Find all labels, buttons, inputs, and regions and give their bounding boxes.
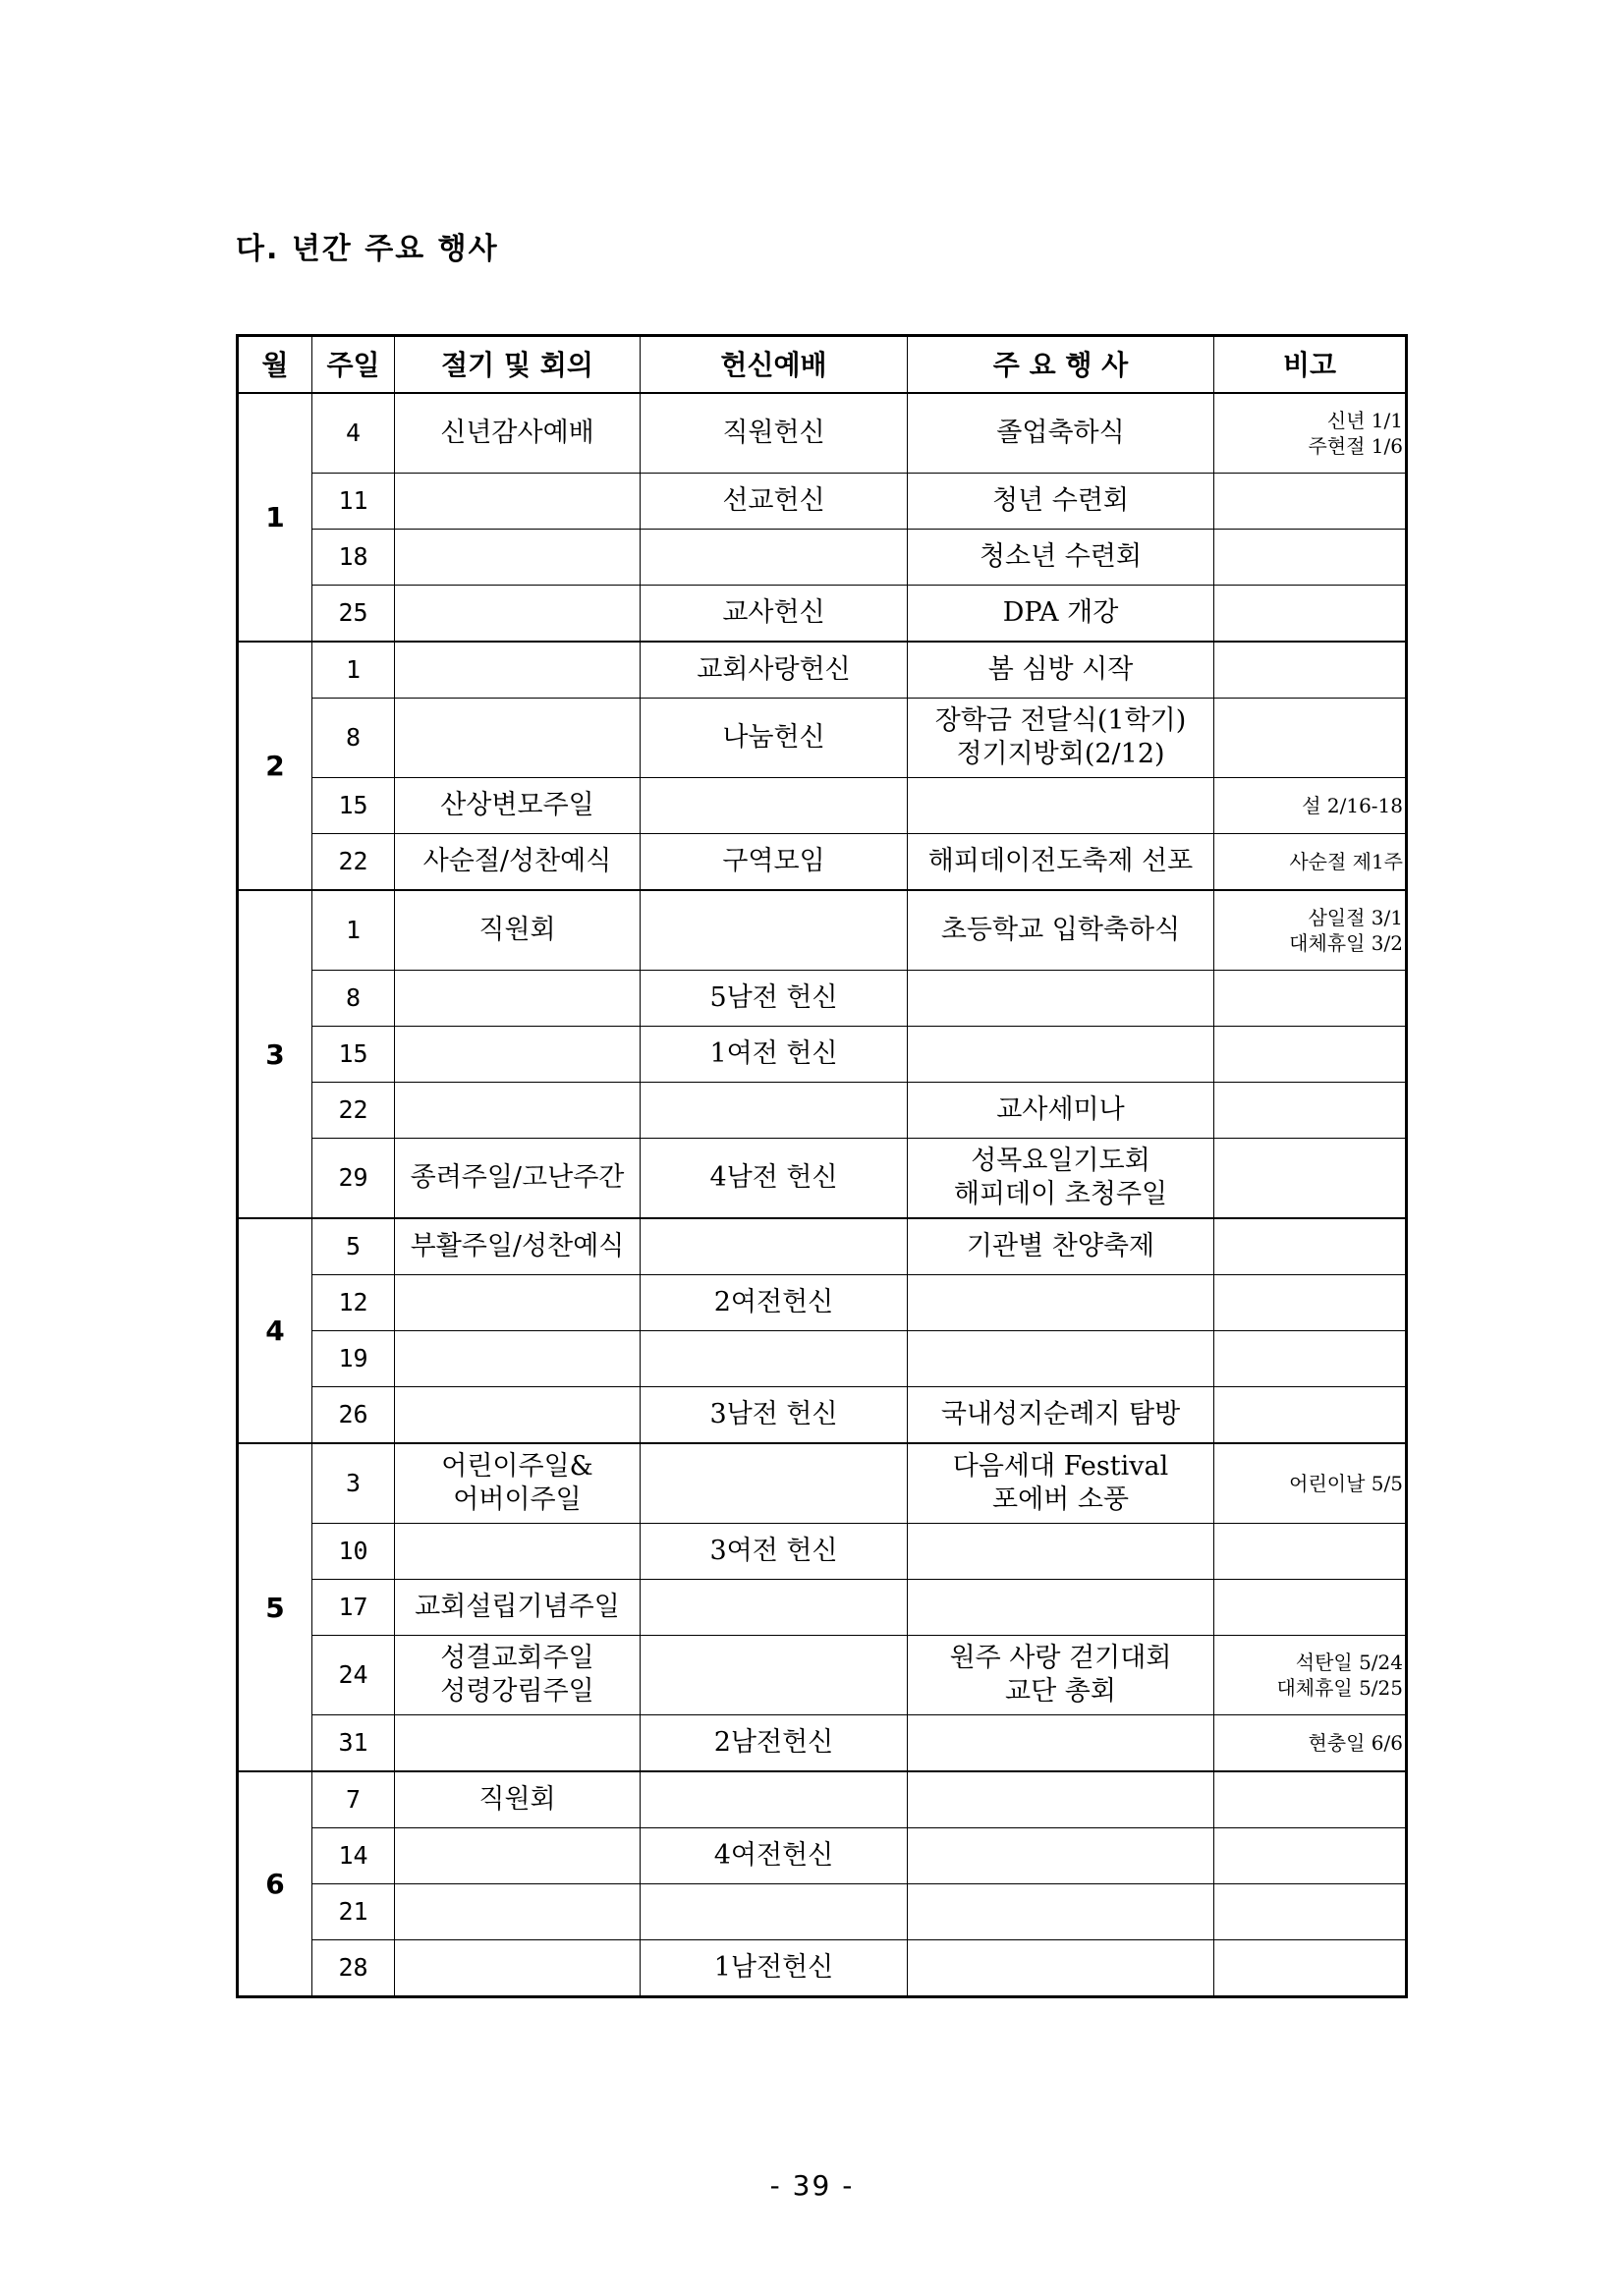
note-cell <box>1214 586 1407 643</box>
event-cell <box>908 474 1214 530</box>
season-cell <box>395 1828 641 1884</box>
event-cell <box>908 1884 1214 1940</box>
event-cell <box>908 393 1214 474</box>
worship-cell: 교사헌신 <box>641 586 908 643</box>
week-cell: 14 <box>312 1828 395 1884</box>
event-cell <box>908 1443 1214 1524</box>
event-cell-line: 국내성지순례지 탐방 <box>940 1399 1181 1430</box>
week-cell: 22 <box>312 1083 395 1139</box>
worship-cell <box>641 1331 908 1387</box>
col-header-season: 절기 및 회의 <box>395 336 641 394</box>
event-cell <box>908 1940 1214 1997</box>
week-cell: 7 <box>312 1771 395 1828</box>
week-cell: 4 <box>312 393 395 474</box>
week-cell: 24 <box>312 1636 395 1715</box>
note-cell <box>1214 1083 1407 1139</box>
event-cell <box>908 1387 1214 1444</box>
season-cell <box>395 1940 641 1997</box>
season-cell <box>395 1580 641 1636</box>
season-cell <box>395 1387 641 1444</box>
note-cell <box>1214 1884 1407 1940</box>
table-row <box>238 1771 1407 1828</box>
worship-cell: 직원헌신 <box>641 393 908 474</box>
event-cell-line: 원주 사랑 걷기대회 <box>949 1643 1172 1674</box>
note-cell <box>1214 1139 1407 1219</box>
col-header-events: 주 요 행 사 <box>908 336 1214 394</box>
week-cell: 21 <box>312 1884 395 1940</box>
note-cell <box>1214 474 1407 530</box>
table-row <box>238 393 1407 474</box>
table-row <box>238 1884 1407 1940</box>
week-cell: 25 <box>312 586 395 643</box>
week-cell: 12 <box>312 1275 395 1331</box>
event-cell-line: 졸업축하식 <box>996 418 1125 449</box>
season-cell <box>395 1636 641 1715</box>
note-cell <box>1214 890 1407 971</box>
table-row <box>238 1636 1407 1715</box>
season-cell <box>395 1443 641 1524</box>
season-cell <box>395 1715 641 1772</box>
week-cell: 1 <box>312 642 395 699</box>
note-cell-line: 대체휴일 3/2 <box>1289 931 1403 955</box>
worship-cell <box>641 1771 908 1828</box>
event-cell-line: 다음세대 Festival <box>952 1451 1169 1483</box>
week-cell: 8 <box>312 971 395 1027</box>
event-cell <box>908 1275 1214 1331</box>
note-cell-line: 사순절 제1주 <box>1289 850 1403 873</box>
note-cell <box>1214 778 1407 834</box>
season-cell-line: 성결교회주일 <box>440 1643 594 1674</box>
season-cell <box>395 971 641 1027</box>
event-cell <box>908 1083 1214 1139</box>
season-cell <box>395 474 641 530</box>
event-cell <box>908 1771 1214 1828</box>
worship-cell: 5남전 헌신 <box>641 971 908 1027</box>
month-cell: 2 <box>238 642 312 890</box>
event-cell <box>908 642 1214 699</box>
season-cell-line: 어린이주일& <box>441 1451 593 1483</box>
table-row <box>238 890 1407 971</box>
table-row <box>238 699 1407 778</box>
table-row <box>238 1443 1407 1524</box>
event-cell <box>908 1027 1214 1083</box>
note-cell-line: 현충일 6/6 <box>1308 1731 1403 1755</box>
note-cell <box>1214 971 1407 1027</box>
note-cell <box>1214 1580 1407 1636</box>
table-row <box>238 642 1407 699</box>
event-cell <box>908 1580 1214 1636</box>
event-cell <box>908 1715 1214 1772</box>
season-cell-line: 종려주일/고난주간 <box>410 1162 625 1194</box>
event-cell-line: 성목요일기도회 <box>971 1146 1150 1177</box>
header-row <box>238 336 1407 394</box>
table-row <box>238 1387 1407 1444</box>
event-cell-line: 해피데이 초청주일 <box>953 1179 1168 1209</box>
note-cell <box>1214 699 1407 778</box>
worship-cell: 1여전 헌신 <box>641 1027 908 1083</box>
table-row <box>238 586 1407 643</box>
page-number: - 39 - <box>769 2169 855 2202</box>
note-cell <box>1214 1275 1407 1331</box>
note-cell <box>1214 642 1407 699</box>
season-cell-line: 직원회 <box>478 915 556 946</box>
season-cell <box>395 1275 641 1331</box>
season-cell <box>395 1083 641 1139</box>
event-cell-line: 교사세미나 <box>996 1094 1125 1126</box>
month-cell: 1 <box>238 393 312 642</box>
note-cell <box>1214 1771 1407 1828</box>
event-cell-line: 해피데이전도축제 선포 <box>927 846 1194 877</box>
season-cell <box>395 1331 641 1387</box>
worship-cell: 구역모임 <box>641 834 908 891</box>
event-cell-line: 포에버 소풍 <box>992 1484 1129 1515</box>
note-cell <box>1214 1940 1407 1997</box>
worship-cell <box>641 1443 908 1524</box>
season-cell <box>395 586 641 643</box>
table-row <box>238 1083 1407 1139</box>
season-cell <box>395 890 641 971</box>
season-cell <box>395 642 641 699</box>
event-cell-line: 봄 심방 시작 <box>987 654 1134 686</box>
worship-cell: 4여전헌신 <box>641 1828 908 1884</box>
event-cell-line: 청년 수련회 <box>992 485 1129 517</box>
note-cell-line: 석탄일 5/24 <box>1295 1651 1403 1674</box>
event-cell <box>908 1218 1214 1275</box>
worship-cell <box>641 890 908 971</box>
event-cell <box>908 971 1214 1027</box>
table-row <box>238 778 1407 834</box>
table-row <box>238 1331 1407 1387</box>
annual-events-table <box>236 334 1408 1998</box>
worship-cell: 3남전 헌신 <box>641 1387 908 1444</box>
worship-cell <box>641 1884 908 1940</box>
season-cell-line: 부활주일/성찬예식 <box>410 1231 625 1262</box>
table-row <box>238 1524 1407 1580</box>
event-cell <box>908 530 1214 586</box>
season-cell <box>395 699 641 778</box>
month-cell: 6 <box>238 1771 312 1997</box>
table-row <box>238 1275 1407 1331</box>
worship-cell: 3여전 헌신 <box>641 1524 908 1580</box>
season-cell <box>395 393 641 474</box>
event-cell-line: 교단 총회 <box>1005 1676 1116 1707</box>
season-cell-line: 성령강림주일 <box>440 1676 594 1707</box>
season-cell-line: 직원회 <box>478 1784 556 1816</box>
event-cell-line: 초등학교 입학축하식 <box>940 915 1181 946</box>
event-cell <box>908 1636 1214 1715</box>
season-cell <box>395 1524 641 1580</box>
event-cell <box>908 1524 1214 1580</box>
event-cell <box>908 1331 1214 1387</box>
event-cell-line: 청소년 수련회 <box>979 541 1143 573</box>
worship-cell: 선교헌신 <box>641 474 908 530</box>
season-cell <box>395 1139 641 1219</box>
worship-cell <box>641 1218 908 1275</box>
event-cell <box>908 699 1214 778</box>
month-cell: 3 <box>238 890 312 1218</box>
week-cell: 31 <box>312 1715 395 1772</box>
table-row <box>238 1139 1407 1219</box>
table-body <box>238 393 1407 1997</box>
note-cell-line: 신년 1/1 <box>1326 409 1403 432</box>
worship-cell <box>641 778 908 834</box>
worship-cell <box>641 1636 908 1715</box>
event-cell-line: 기관별 찬양축제 <box>966 1231 1155 1262</box>
note-cell <box>1214 1828 1407 1884</box>
worship-cell: 1남전헌신 <box>641 1940 908 1997</box>
week-cell: 11 <box>312 474 395 530</box>
note-cell-line: 삼일절 3/1 <box>1308 906 1403 929</box>
col-header-week: 주일 <box>312 336 395 394</box>
week-cell: 18 <box>312 530 395 586</box>
table-row <box>238 474 1407 530</box>
note-cell-line: 주현절 1/6 <box>1308 434 1403 458</box>
note-cell <box>1214 1387 1407 1444</box>
table-header <box>238 336 1407 394</box>
note-cell <box>1214 1715 1407 1772</box>
event-cell-line: 장학금 전달식(1학기) <box>934 705 1187 737</box>
week-cell: 5 <box>312 1218 395 1275</box>
week-cell: 29 <box>312 1139 395 1219</box>
note-cell <box>1214 393 1407 474</box>
table-row <box>238 1828 1407 1884</box>
table-row <box>238 1580 1407 1636</box>
week-cell: 8 <box>312 699 395 778</box>
week-cell: 15 <box>312 1027 395 1083</box>
table-row <box>238 834 1407 891</box>
worship-cell: 교회사랑헌신 <box>641 642 908 699</box>
event-cell <box>908 834 1214 891</box>
season-cell-line: 사순절/성찬예식 <box>422 846 612 877</box>
worship-cell <box>641 530 908 586</box>
note-cell <box>1214 1331 1407 1387</box>
table-row <box>238 1715 1407 1772</box>
note-cell-line: 어린이날 5/5 <box>1289 1472 1403 1495</box>
week-cell: 28 <box>312 1940 395 1997</box>
season-cell <box>395 1771 641 1828</box>
worship-cell: 2남전헌신 <box>641 1715 908 1772</box>
season-cell-line: 신년감사예배 <box>440 418 594 449</box>
worship-cell: 2여전헌신 <box>641 1275 908 1331</box>
week-cell: 19 <box>312 1331 395 1387</box>
week-cell: 22 <box>312 834 395 891</box>
season-cell-line: 산상변모주일 <box>440 790 594 821</box>
event-cell <box>908 586 1214 643</box>
note-cell-line: 대체휴일 5/25 <box>1276 1676 1403 1700</box>
week-cell: 17 <box>312 1580 395 1636</box>
week-cell: 3 <box>312 1443 395 1524</box>
note-cell <box>1214 1443 1407 1524</box>
table-row <box>238 1940 1407 1997</box>
worship-cell <box>641 1580 908 1636</box>
note-cell <box>1214 530 1407 586</box>
col-header-note: 비고 <box>1214 336 1407 394</box>
season-cell <box>395 1218 641 1275</box>
table-row <box>238 971 1407 1027</box>
table-row <box>238 1218 1407 1275</box>
week-cell: 26 <box>312 1387 395 1444</box>
event-cell <box>908 778 1214 834</box>
month-cell: 4 <box>238 1218 312 1443</box>
col-header-worship: 헌신예배 <box>641 336 908 394</box>
event-cell-line: DPA 개강 <box>1002 597 1119 629</box>
season-cell <box>395 1884 641 1940</box>
week-cell: 15 <box>312 778 395 834</box>
worship-cell: 4남전 헌신 <box>641 1139 908 1219</box>
page-heading: 다. 년간 주요 행사 <box>236 232 499 266</box>
season-cell <box>395 530 641 586</box>
month-cell: 5 <box>238 1443 312 1771</box>
season-cell-line: 교회설립기념주일 <box>415 1592 620 1623</box>
event-cell-line: 정기지방회(2/12) <box>956 739 1165 769</box>
season-cell-line: 어버이주일 <box>453 1484 582 1515</box>
worship-cell: 나눔헌신 <box>641 699 908 778</box>
note-cell <box>1214 1524 1407 1580</box>
note-cell-line: 설 2/16-18 <box>1302 794 1403 817</box>
table-row <box>238 1027 1407 1083</box>
note-cell <box>1214 1218 1407 1275</box>
event-cell <box>908 1139 1214 1219</box>
worship-cell <box>641 1083 908 1139</box>
note-cell <box>1214 1636 1407 1715</box>
note-cell <box>1214 1027 1407 1083</box>
table-row <box>238 530 1407 586</box>
event-cell <box>908 1828 1214 1884</box>
week-cell: 1 <box>312 890 395 971</box>
note-cell <box>1214 834 1407 891</box>
season-cell <box>395 834 641 891</box>
season-cell <box>395 1027 641 1083</box>
event-cell <box>908 890 1214 971</box>
week-cell: 10 <box>312 1524 395 1580</box>
col-header-month: 월 <box>238 336 312 394</box>
season-cell <box>395 778 641 834</box>
